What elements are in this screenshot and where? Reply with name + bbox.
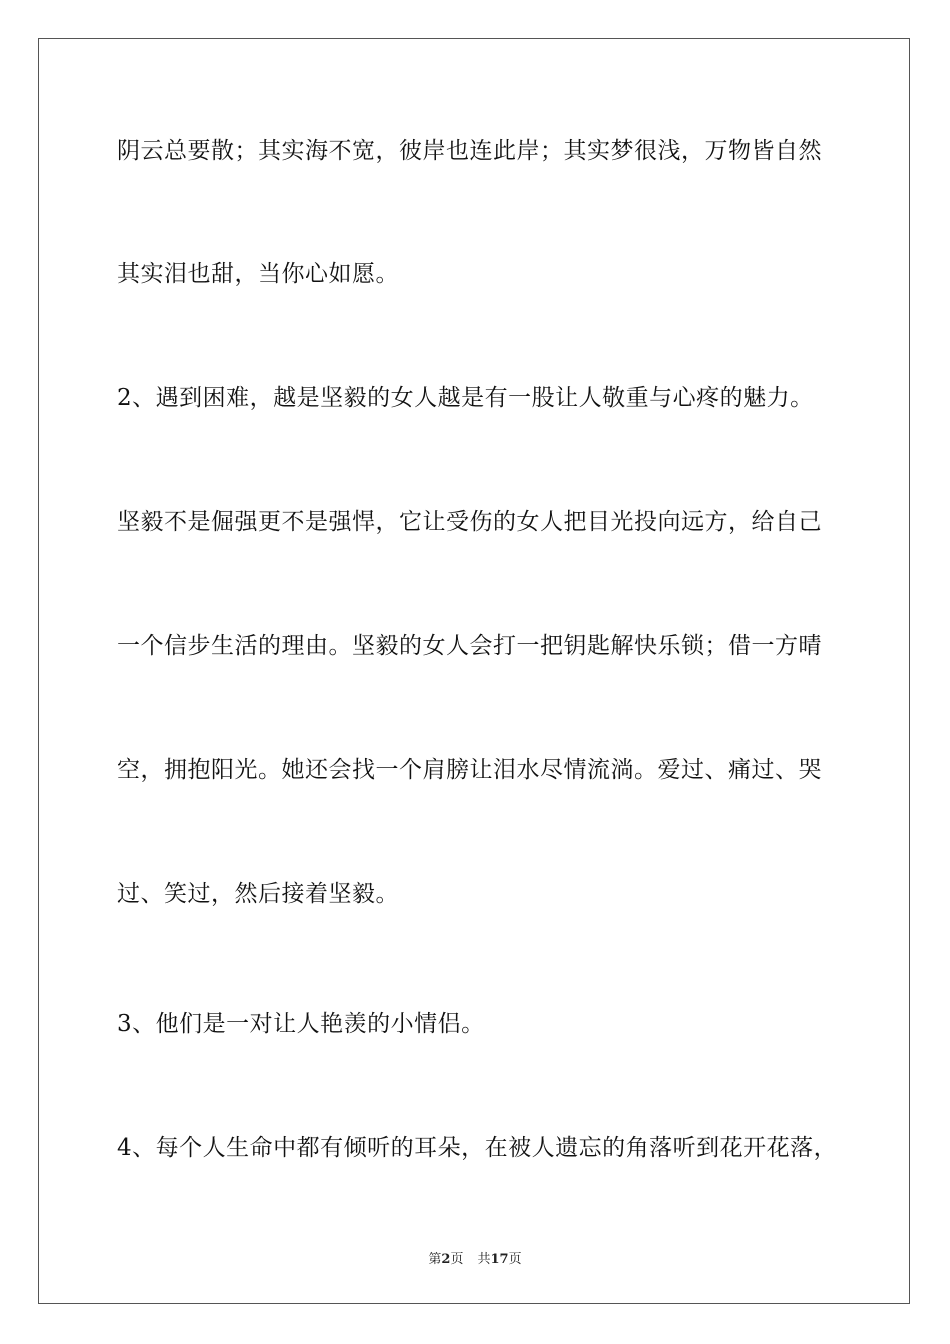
page-total: 17 — [490, 1252, 509, 1267]
page-current: 2 — [441, 1252, 451, 1267]
body-line-3: 2、遇到困难，越是坚毅的女人越是有一股让人敬重与心疼的魅力。 — [117, 385, 814, 411]
page-prefix: 第 — [428, 1252, 442, 1267]
body-line-9: 4、每个人生命中都有倾听的耳朵，在被人遗忘的角落听到花开花落， — [117, 1135, 838, 1161]
body-line-1: 阴云总要散；其实海不宽，彼岸也连此岸；其实梦很浅，万物皆自然 — [117, 138, 822, 164]
page-footer — [0, 1248, 950, 1267]
body-line-4: 坚毅不是倔强更不是强悍，它让受伤的女人把目光投向远方，给自己 — [117, 509, 822, 535]
total-suffix: 页 — [508, 1252, 522, 1267]
body-line-5: 一个信步生活的理由。坚毅的女人会打一把钥匙解快乐锁；借一方晴 — [117, 633, 822, 659]
total-prefix: 共 — [477, 1252, 491, 1267]
body-line-2: 其实泪也甜，当你心如愿。 — [117, 261, 399, 287]
body-line-7: 过、笑过，然后接着坚毅。 — [117, 881, 399, 907]
page-suffix: 页 — [450, 1252, 464, 1267]
body-line-6: 空，拥抱阳光。她还会找一个肩膀让泪水尽情流淌。爱过、痛过、哭 — [117, 757, 822, 783]
body-line-8: 3、他们是一对让人艳羡的小情侣。 — [117, 1011, 485, 1037]
page-border — [38, 38, 910, 1304]
